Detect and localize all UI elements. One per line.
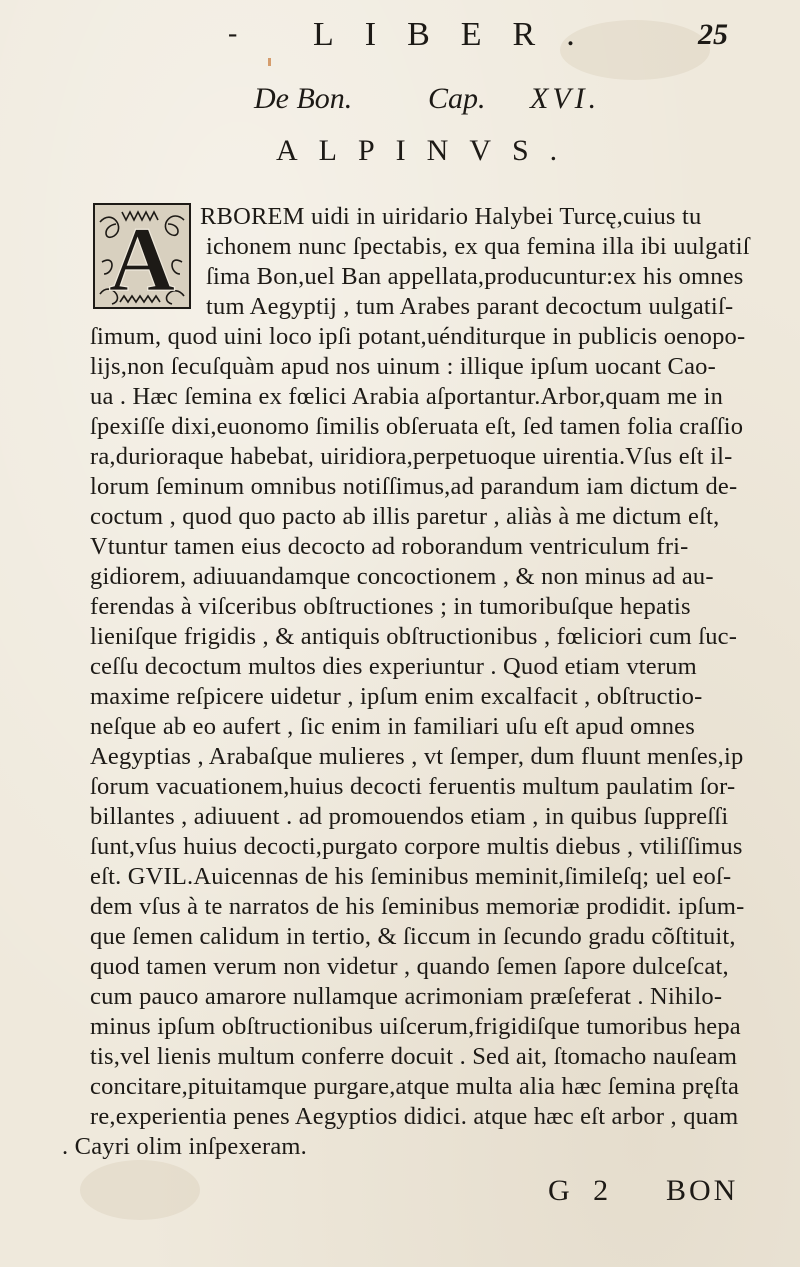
text-line: . Cayri olim inſpexeram. — [62, 1133, 307, 1160]
running-head-title: LIBER. — [313, 16, 606, 53]
text-line: ſimum, quod uini loco ipſi potant,uénditurque in publicis oenopo- — [90, 323, 746, 350]
text-line: ichonem nunc ſpectabis, ex qua femina illa ibi uulgatiſ — [206, 233, 750, 260]
text-line: dem vſus à te narratos de his ſeminibus memoriæ prodidit. ipſum- — [90, 893, 745, 920]
chapter-heading — [0, 80, 800, 120]
text-line: ſunt,vſus huius decocti,purgato corpore multis diebus , vtiliſſimus — [90, 833, 743, 860]
text-line: ra,durioraque habebat, uiridiora,perpetuoque uirentia.Vſus eſt il- — [90, 443, 733, 470]
text-line: ſima Bon,uel Ban appellata,producuntur:ex his omnes — [206, 263, 744, 290]
ink-mark — [268, 58, 271, 66]
chapter-label: Cap. — [428, 82, 486, 115]
signature-mark: G 2 — [548, 1174, 617, 1207]
text-line: neſque ab eo aufert , ſic enim in familiari uſu eſt apud omnes — [90, 713, 695, 740]
text-line: quod tamen verum non videtur , quando ſemen ſapore dulceſcat, — [90, 953, 729, 980]
page-footer — [0, 1170, 800, 1210]
text-line: lorum ſeminum omnibus notiſſimus,ad parandum iam dictum de- — [90, 473, 738, 500]
text-line: tis,vel lienis multum conferre docuit . Sed ait, ſtomacho nauſeam — [90, 1043, 738, 1070]
chapter-topic: De Bon. — [254, 82, 353, 115]
text-line: ſpexiſſe dixi,euonomo ſimilis obſeruata eſt, ſed tamen folia craſſio — [90, 413, 744, 440]
text-line: ferendas à viſceribus obſtructiones ; in tumoribuſque hepatis — [90, 593, 691, 620]
catchword: BON — [666, 1174, 739, 1207]
text-line: re,experientia penes Aegyptios didici. atque hæc eſt arbor , quam — [90, 1103, 739, 1130]
text-line: maxime reſpicere uidetur , ipſum enim excalfacit , obſtructio- — [90, 683, 703, 710]
decorated-initial — [92, 202, 192, 310]
text-line: Aegyptias , Arabaſque mulieres , vt ſemper, dum fluunt menſes,ip — [90, 743, 744, 770]
text-line: tum Aegyptij , tum Arabes parant decoctum uulgatiſ- — [206, 293, 734, 320]
text-line: RBOREM uidi in uiridario Halybei Turcę,cuius tu — [200, 203, 702, 230]
text-line: coctum , quod quo pacto ab illis paretur , aliàs à me dictum eſt, — [90, 503, 720, 530]
initial-letter: A — [108, 208, 176, 310]
text-line: cum pauco amarore nullamque acrimoniam præſeferat . Nihilo- — [90, 983, 723, 1010]
text-line: que ſemen calidum in tertio, & ſiccum in ſecundo gradu cõſtituit, — [90, 923, 736, 950]
text-line: billantes , adiuuent . ad promouendos etiam , in quibus ſuppreſſi — [90, 803, 729, 830]
text-line: lieniſque frigidis , & antiquis obſtructionibus , fœliciori cum ſuc- — [90, 623, 738, 650]
running-head — [0, 14, 800, 54]
running-head-dash: - — [228, 18, 238, 49]
page-number: 25 — [698, 18, 728, 51]
text-line: eſt. GVIL.Auicennas de his ſeminibus meminit,ſimileſq; uel eoſ- — [90, 863, 732, 890]
chapter-number: XVI. — [530, 82, 601, 115]
text-line: minus ipſum obſtructionibus uiſcerum,frigidiſque tumoribus hepa — [90, 1013, 741, 1040]
text-line: gidiorem, adiuuandamque concoctionem , & non minus ad au- — [90, 563, 714, 590]
text-line: ſorum vacuationem,huius decocti feruentis multum paulatim ſor- — [90, 773, 736, 800]
text-line: lijs,non ſecuſquàm apud nos uinum : illique ipſum uocant Cao- — [90, 353, 716, 380]
text-line: ceſſu decoctum multos dies experiuntur . Quod etiam vterum — [90, 653, 697, 680]
speaker-name: ALPINVS. — [276, 134, 579, 167]
text-line: ua . Hæc ſemina ex fœlici Arabia aſportantur.Arbor,quam me in — [90, 383, 724, 410]
text-line: Vtuntur tamen eius decocto ad roborandum ventriculum fri- — [90, 533, 689, 560]
text-line: concitare,pituitamque purgare,atque multa alia hæc ſemina pręſta — [90, 1073, 740, 1100]
